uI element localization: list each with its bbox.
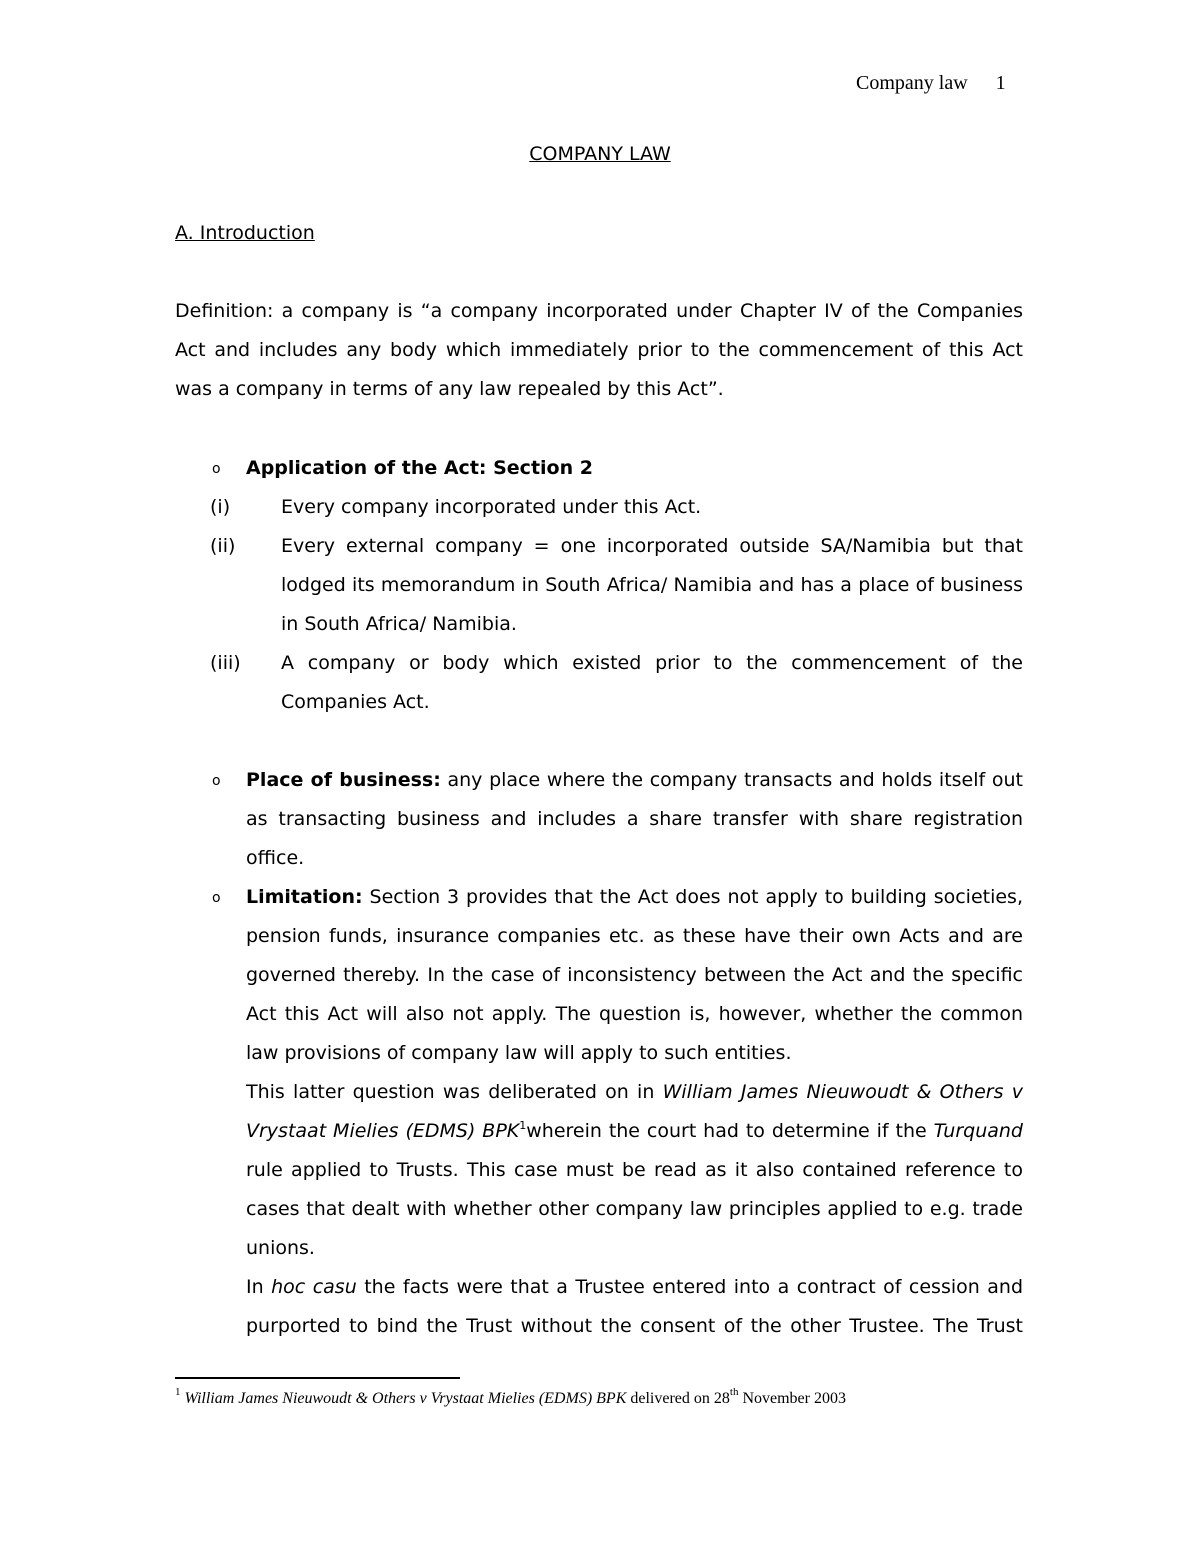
turquand-term: Turquand <box>933 1120 1023 1142</box>
footnote-divider <box>175 1377 460 1379</box>
paragraph-line: cases that dealt with whether other company law principles applied to e.g. trade <box>246 1198 1023 1220</box>
limitation-paragraph: Limitation: Section 3 provides that the Act does not apply to building societies, pension funds, insurance companies etc. as these have their own Acts and are governed thereby. In the case of inconsistency between the Act and the specific Act this Act will also not apply. The question is, however, whether the common law provisions of company law will apply to such entities. This latter question was deliberated on in William James Nieuwoudt & Others v Vrystaat Mielies (EDMS) BPK$^1$wherein the court had to determine if the Turquand rule applied to Trusts. This case must be read as it also contained reference to cases that dealt with whether other company law principles applied to e.g. trade unions. In hoc casu the facts were that a Trustee entered into a contract of cession and purported to bind the Trust without the consent of the other Trustee. The Trust <box>246 878 1023 1346</box>
paragraph-line: law provisions of company law will apply to such entities. <box>246 1042 792 1064</box>
paragraph-line: purported to bind the Trust without the consent of the other Trustee. The Trust <box>246 1315 1023 1337</box>
paragraph-line: Act this Act will also not apply. The question is, however, whether the common <box>246 1003 1023 1025</box>
footnote-reference[interactable]: 1 <box>519 1119 527 1132</box>
place-of-business-paragraph: Place of business: any place where the company transacts and holds itself out as transacting business and includes a share transfer with share registration office. <box>246 761 1023 878</box>
definition-line: was a company in terms of any law repealed by this Act”. <box>175 378 724 400</box>
list-item <box>281 527 1023 644</box>
list-item-line: in South Africa/ Namibia. <box>281 613 517 635</box>
application-heading-text: Application of the Act: Section 2 <box>246 457 593 479</box>
limitation-label: Limitation: <box>246 886 363 908</box>
bullet-icon: o <box>212 773 221 789</box>
definition-line: Definition: a company is “a company incorporated under Chapter IV of the Companies <box>175 300 1023 322</box>
list-item-line: Every external company = one incorporated outside SA/Namibia but that <box>281 535 1023 557</box>
place-of-business-label: Place of business: <box>246 769 441 791</box>
list-item <box>281 644 1023 722</box>
list-item-line: Every company incorporated under this Act. <box>281 496 702 518</box>
list-item-line: A company or body which existed prior to the commencement of the <box>281 652 1023 674</box>
bullet-icon: o <box>212 890 221 906</box>
paragraph-line: unions. <box>246 1237 315 1259</box>
paragraph-line: office. <box>246 847 305 869</box>
footnote: $^1$ William James Nieuwoudt & Others v Vrystaat Mielies (EDMS) BPK delivered on 28th November 2003 <box>175 1386 846 1407</box>
list-item <box>281 488 1023 527</box>
application-heading <box>246 449 1023 488</box>
paragraph-line: rule applied to Trusts. This case must be read as it also contained reference to <box>246 1159 1023 1181</box>
definition-paragraph <box>175 292 1023 409</box>
paragraph-line: governed thereby. In the case of inconsistency between the Act and the specific <box>246 964 1023 986</box>
list-number: (i) <box>210 496 231 518</box>
footnote-case: William James Nieuwoudt & Others v Vrystaat Mielies (EDMS) BPK <box>184 1390 627 1407</box>
list-number: (ii) <box>210 535 236 557</box>
bullet-icon: o <box>212 461 221 477</box>
paragraph-line: pension funds, insurance companies etc. as these have their own Acts and are <box>246 925 1023 947</box>
section-heading-introduction: A. Introduction <box>175 222 315 244</box>
page-number: 1 <box>995 72 1006 94</box>
running-header-title: Company law <box>856 72 968 94</box>
list-number: (iii) <box>210 652 241 674</box>
running-header <box>856 72 1006 95</box>
paragraph-line: as transacting business and includes a share transfer with share registration <box>246 808 1023 830</box>
footnote-number: 1 <box>175 1386 181 1398</box>
case-name: Vrystaat Mielies (EDMS) BPK <box>246 1120 520 1142</box>
case-name: William James Nieuwoudt & Others v <box>662 1081 1023 1103</box>
definition-line: Act and includes any body which immediately prior to the commencement of this Act <box>175 339 1023 361</box>
latin-term: hoc casu <box>271 1276 357 1298</box>
list-item-line: Companies Act. <box>281 691 430 713</box>
list-item-line: lodged its memorandum in South Africa/ Namibia and has a place of business <box>281 574 1023 596</box>
document-title: COMPANY LAW <box>529 143 671 165</box>
